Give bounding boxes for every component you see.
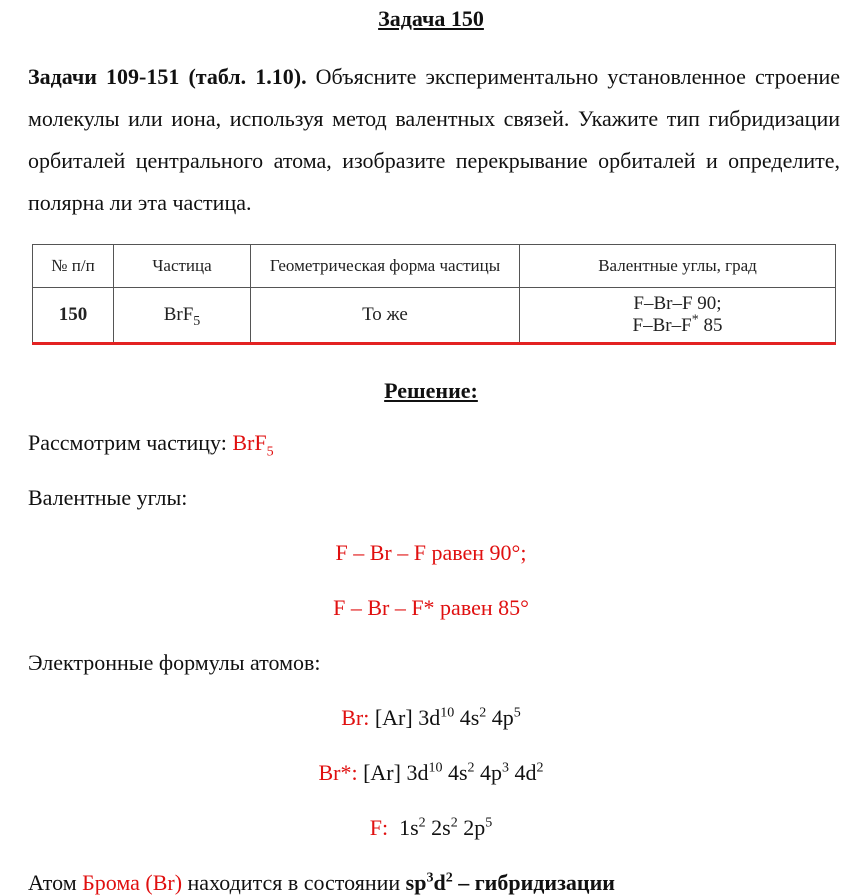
br-star-sup1: 10 (428, 760, 443, 776)
hybridization-line (28, 870, 615, 896)
formulas-label: Электронные формулы атомов: (28, 650, 321, 675)
br-star-label: Br*: (318, 760, 358, 785)
f-sup1: 2 (418, 815, 426, 831)
cell-number (33, 288, 114, 344)
consider-line (28, 430, 274, 460)
br-star-p4: 4d (514, 760, 537, 785)
f-sup2: 2 (450, 815, 458, 831)
f-label: F: (369, 815, 389, 840)
br-star-core: [Ar] 3d (363, 760, 429, 785)
f-p3: 2p (463, 815, 486, 840)
particle-formula: BrF (163, 304, 194, 325)
f-p2: 2s (431, 815, 451, 840)
cell-particle (114, 288, 251, 344)
br-formula (0, 705, 862, 731)
table-header-row (33, 245, 836, 288)
header-particle: Частица (114, 245, 251, 288)
consider-particle: BrF$_5$ (232, 430, 274, 460)
hyb-atom: Брома (Br) (82, 870, 183, 895)
br-label: Br: (341, 705, 370, 730)
br-sup2: 2 (479, 705, 487, 721)
row-number: 150 (58, 304, 88, 325)
header-shape: Геометрическая форма частицы (251, 245, 520, 288)
br-star-formula (0, 760, 862, 786)
angle-statement-2: F – Br – F* равен 85° (333, 595, 529, 620)
task-title: Задача 150 (378, 6, 484, 31)
angle2-star: * (691, 312, 699, 328)
table-row (33, 288, 836, 344)
br-sup3: 5 (513, 705, 521, 721)
hyb-start: Атом (28, 870, 77, 895)
header-angles: Валентные углы, град (520, 245, 836, 288)
task-description (28, 56, 840, 224)
angles-label: Валентные углы: (28, 485, 188, 510)
task-text: Объясните экспериментально установленное строение молекулы или иона, используя метод валентных связей. Укажите тип гибридизации орбиталей центрального атома, изобразите перекрывание орбиталей и определите, полярна ли эта частица. (28, 64, 841, 215)
hyb-middle: находится в состоянии (187, 870, 401, 895)
f-p1: 1s (399, 815, 419, 840)
angle2-base: F–Br–F (632, 315, 692, 336)
angle-value-2 (524, 312, 831, 337)
br-p2: 4s (459, 705, 480, 730)
solution-heading: Решение: (384, 378, 478, 403)
header-number: № п/п (33, 245, 114, 288)
br-sup1: 10 (440, 705, 455, 721)
angle-value-1: F–Br–F 90; (633, 293, 722, 314)
hyb-type: $sp^3d^2$ – гибридизации (405, 870, 615, 895)
br-star-p3: 4p (480, 760, 503, 785)
cell-shape: То же (251, 288, 520, 344)
f-sup3: 5 (485, 815, 493, 831)
br-star-sup3: 3 (502, 760, 510, 776)
br-core: [Ar] 3d (374, 705, 441, 730)
cell-angles (520, 288, 836, 344)
angle-statement-1: F – Br – F равен 90°; (335, 540, 527, 565)
br-star-sup4: 2 (536, 760, 544, 776)
f-formula (0, 815, 862, 841)
br-star-p2: 4s (447, 760, 468, 785)
br-star-sup2: 2 (467, 760, 475, 776)
task-table (32, 244, 836, 345)
consider-label: Рассмотрим частицу: (28, 430, 227, 455)
particle-subscript: 5 (193, 313, 201, 329)
angle2-value: 85 (703, 315, 723, 336)
task-lead: Задачи 109-151 (табл. 1.10). (28, 64, 307, 89)
br-p3: 4p (491, 705, 514, 730)
